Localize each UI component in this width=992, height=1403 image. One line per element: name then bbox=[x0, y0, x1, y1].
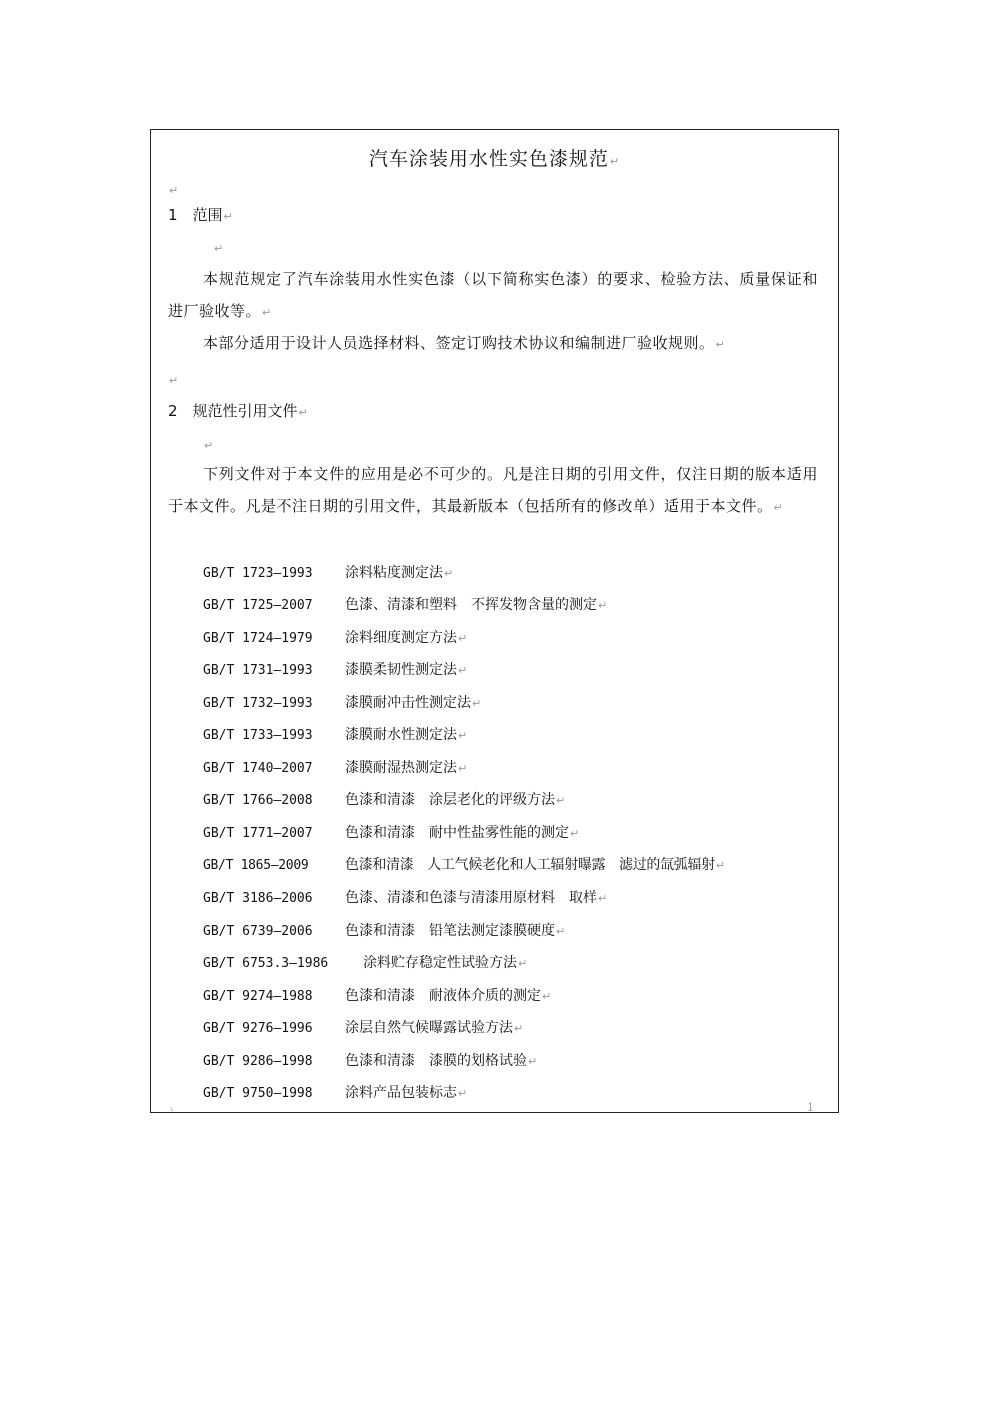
paragraph-mark: ↵ bbox=[609, 155, 621, 168]
paragraph-mark: ↵ bbox=[514, 1022, 524, 1035]
reference-item: GB/T 1766—2008 色漆和清漆 涂层老化的评级方法↵ bbox=[203, 792, 566, 808]
paragraph-mark: ↵ bbox=[598, 892, 608, 905]
reference-item: GB/T 1740—2007 漆膜耐湿热测定法↵ bbox=[203, 760, 468, 776]
paragraph-mark: ↵ bbox=[556, 794, 566, 807]
paragraph-mark: ↵ bbox=[169, 184, 179, 197]
section-1-paragraph-2: 本部分适用于设计人员选择材料、签定订购技术协议和编制进厂验收规则。↵ bbox=[203, 334, 726, 352]
paragraph-mark: ↵ bbox=[542, 990, 552, 1003]
paragraph-mark: ↵ bbox=[458, 664, 468, 677]
paragraph-mark: ↵ bbox=[214, 242, 224, 255]
paragraph-mark: ↵ bbox=[458, 762, 468, 775]
reference-item: GB/T 1733—1993 漆膜耐水性测定法↵ bbox=[203, 727, 468, 743]
paragraph-mark: ↵ bbox=[556, 925, 566, 938]
paragraph-mark: ↵ bbox=[458, 1087, 468, 1100]
reference-item: GB/T 1732—1993 漆膜耐冲击性测定法↵ bbox=[203, 695, 482, 711]
document-page bbox=[150, 129, 839, 1113]
paragraph-mark: ↵ bbox=[298, 406, 308, 419]
section-1-paragraph-1: 本规范规定了汽车涂装用水性实色漆（以下简称实色漆）的要求、检验方法、质量保证和进厂验收等。↵ bbox=[168, 270, 818, 320]
paragraph-mark: ↵ bbox=[715, 859, 725, 872]
paragraph-mark: ↵ bbox=[528, 1055, 538, 1068]
reference-item: GB/T 1865—2009 色漆和清漆 人工气候老化和人工辐射曝露 滤过的氙弧辐射↵ bbox=[203, 857, 725, 873]
reference-item: GB/T 9750—1998 涂料产品包装标志↵ bbox=[203, 1085, 468, 1101]
reference-item: GB/T 6739—2006 色漆和清漆 铅笔法测定漆膜硬度↵ bbox=[203, 923, 566, 939]
paragraph-mark: ↵ bbox=[262, 306, 272, 319]
corner-mark: ˪ bbox=[171, 1104, 174, 1114]
paragraph-mark: ↵ bbox=[518, 957, 528, 970]
section-2-heading: 2 规范性引用文件↵ bbox=[168, 402, 308, 420]
reference-item: GB/T 1771—2007 色漆和清漆 耐中性盐雾性能的测定↵ bbox=[203, 825, 580, 841]
reference-item: GB/T 9274—1988 色漆和清漆 耐液体介质的测定↵ bbox=[203, 988, 552, 1004]
reference-item: GB/T 1731—1993 漆膜柔韧性测定法↵ bbox=[203, 662, 468, 678]
paragraph-mark: ↵ bbox=[223, 210, 233, 223]
reference-item: GB/T 3186—2006 色漆、清漆和色漆与清漆用原材料 取样↵ bbox=[203, 890, 608, 906]
paragraph-mark: ↵ bbox=[458, 632, 468, 645]
paragraph-mark: ↵ bbox=[458, 729, 468, 742]
paragraph-mark: ↵ bbox=[773, 501, 784, 514]
paragraph-mark: ↵ bbox=[169, 374, 179, 387]
reference-item: GB/T 6753.3—1986 涂料贮存稳定性试验方法↵ bbox=[203, 955, 528, 971]
reference-item: GB/T 9286—1998 色漆和清漆 漆膜的划格试验↵ bbox=[203, 1053, 538, 1069]
paragraph-mark: ↵ bbox=[570, 827, 580, 840]
reference-item: GB/T 1723—1993 涂料粘度测定法↵ bbox=[203, 565, 454, 581]
document-title: 汽车涂装用水性实色漆规范↵ bbox=[368, 148, 621, 170]
reference-item: GB/T 1725—2007 色漆、清漆和塑料 不挥发物含量的测定↵ bbox=[203, 597, 608, 613]
paragraph-mark: ↵ bbox=[598, 599, 608, 612]
paragraph-mark: ↵ bbox=[715, 338, 726, 351]
reference-item: GB/T 9276—1996 涂层自然气候曝露试验方法↵ bbox=[203, 1020, 524, 1036]
paragraph-mark: ↵ bbox=[444, 567, 454, 580]
page-number: 1 bbox=[807, 1101, 814, 1114]
paragraph-mark: ↵ bbox=[204, 439, 214, 452]
reference-item: GB/T 1724—1979 涂料细度测定方法↵ bbox=[203, 630, 468, 646]
paragraph-mark: ↵ bbox=[472, 697, 482, 710]
section-2-paragraph-1: 下列文件对于本文件的应用是必不可少的。凡是注日期的引用文件，仅注日期的版本适用于本文件。凡是不注日期的引用文件，其最新版本（包括所有的修改单）适用于本文件。↵ bbox=[168, 465, 818, 515]
section-1-heading: 1 范围↵ bbox=[168, 206, 233, 224]
